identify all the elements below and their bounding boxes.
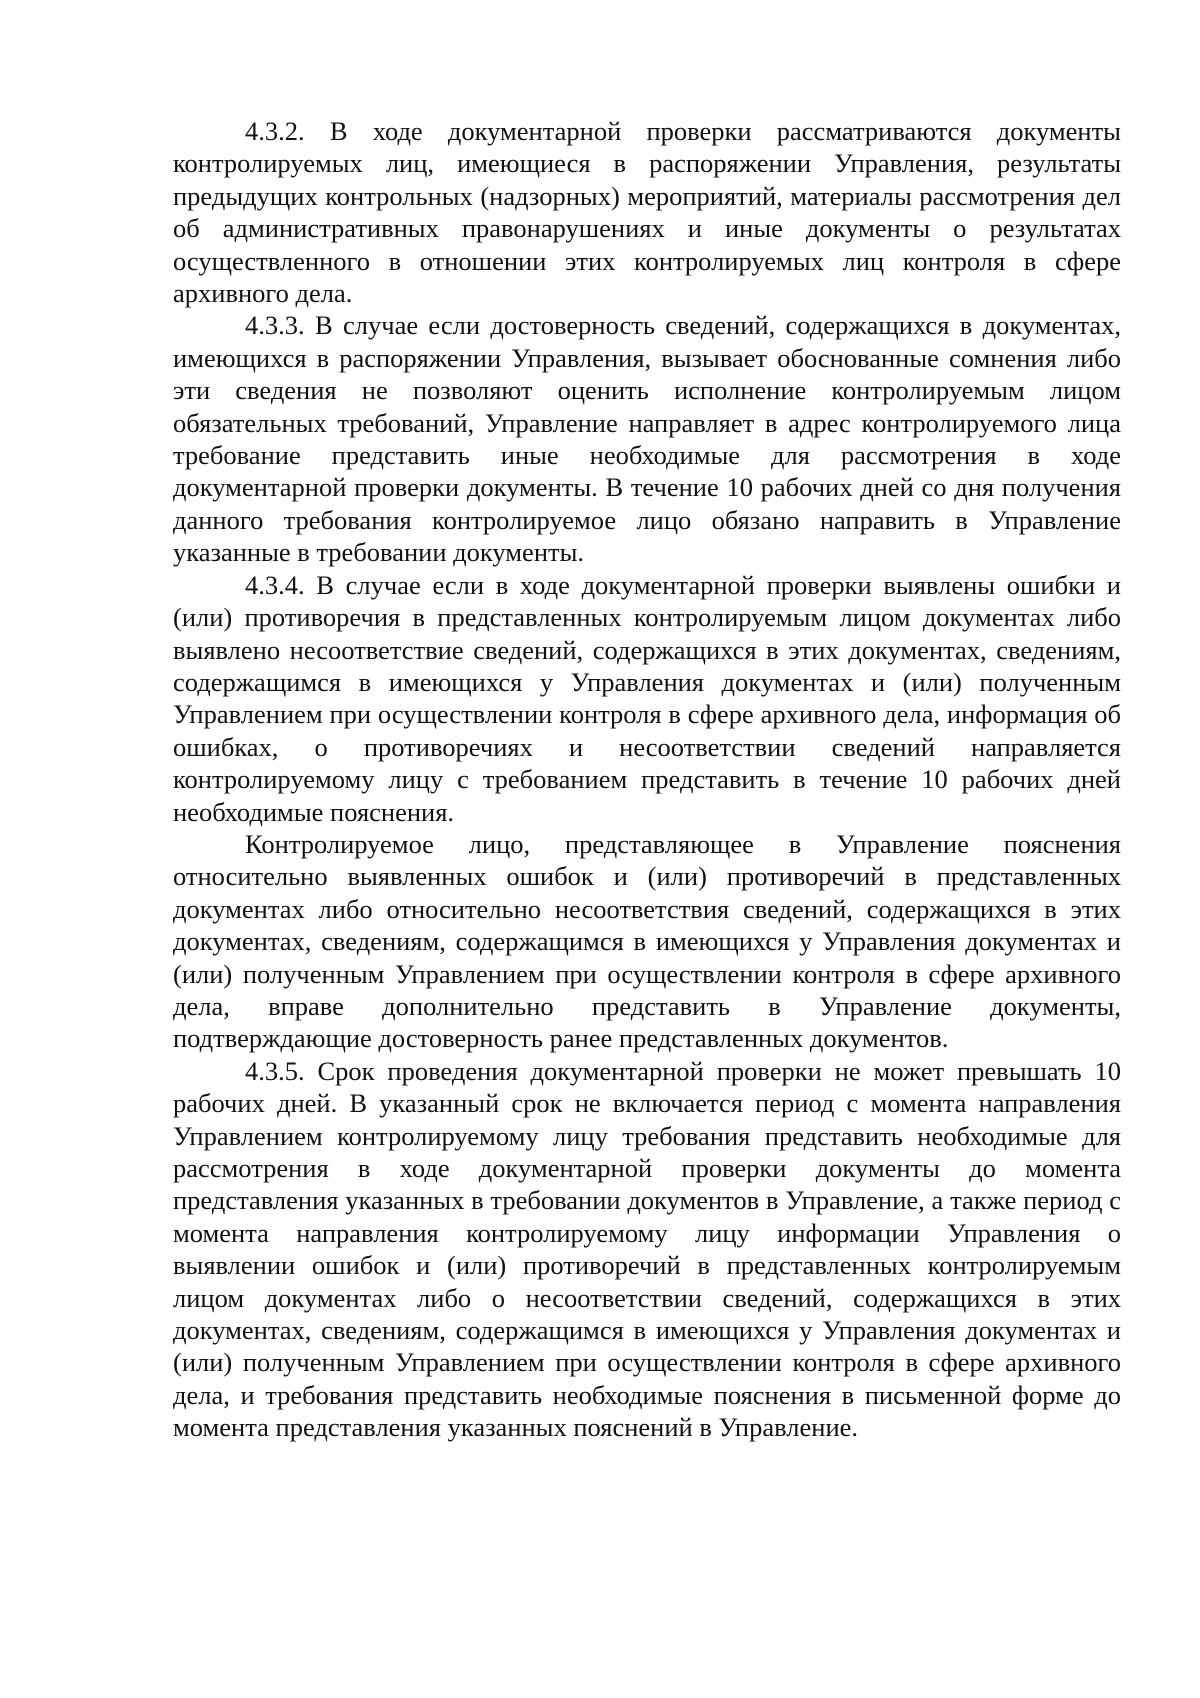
paragraph-controlled-person-explanations: Контролируемое лицо, представляющее в Управление пояснения относительно выявленных ошибок и (или) противоречий в представленных документах либо относительно несоответствия сведений, содержащихся в этих документах, сведениям, содержащимся в имеющихся у Управления документах и (или) полученным Управлением при осуществлении контроля в сфере архивного дела, вправе дополнительно представить в Управление документы, подтверждающие достоверность ранее представленных документов. xyxy=(173,828,1121,1054)
paragraph-4-3-5: 4.3.5. Срок проведения документарной проверки не может превышать 10 рабочих дней. В указанный срок не включается период с момента направления Управлением контролируемому лицу требования представить необходимые для рассмотрения в ходе документарной проверки документы до момента представления указанных в требовании документов в Управление, а также период с момента направления контролируемому лицу информации Управления о выявлении ошибок и (или) противоречий в представленных контролируемым лицом документах либо о несоответствии сведений, содержащихся в этих документах, сведениям, содержащимся в имеющихся у Управления документах и (или) полученным Управлением при осуществлении контроля в сфере архивного дела, и требования представить необходимые пояснения в письменной форме до момента представления указанных пояснений в Управление. xyxy=(173,1055,1121,1443)
document-body xyxy=(173,115,1121,1444)
paragraph-4-3-2: 4.3.2. В ходе документарной проверки рассматриваются документы контролируемых лиц, имеющиеся в распоряжении Управления, результаты предыдущих контрольных (надзорных) мероприятий, материалы рассмотрения дел об административных правонарушениях и иные документы о результатах осуществленного в отношении этих контролируемых лиц контроля в сфере архивного дела. xyxy=(173,116,1121,309)
paragraph-4-3-4: 4.3.4. В случае если в ходе документарной проверки выявлены ошибки и (или) противоречия в представленных контролируемым лицом документах либо выявлено несоответствие сведений, содержащихся в этих документах, сведениям, содержащимся в имеющихся у Управления документах и (или) полученным Управлением при осуществлении контроля в сфере архивного дела, информация об ошибках, о противоречиях и несоответствии сведений направляется контролируемому лицу с требованием представить в течение 10 рабочих дней необходимые пояснения. xyxy=(173,569,1121,827)
paragraph-4-3-3: 4.3.3. В случае если достоверность сведений, содержащихся в документах, имеющихся в распоряжении Управления, вызывает обоснованные сомнения либо эти сведения не позволяют оценить исполнение контролируемым лицом обязательных требований, Управление направляет в адрес контролируемого лица требование представить иные необходимые для рассмотрения в ходе документарной проверки документы. В течение 10 рабочих дней со дня получения данного требования контролируемое лицо обязано направить в Управление указанные в требовании документы. xyxy=(173,310,1121,568)
